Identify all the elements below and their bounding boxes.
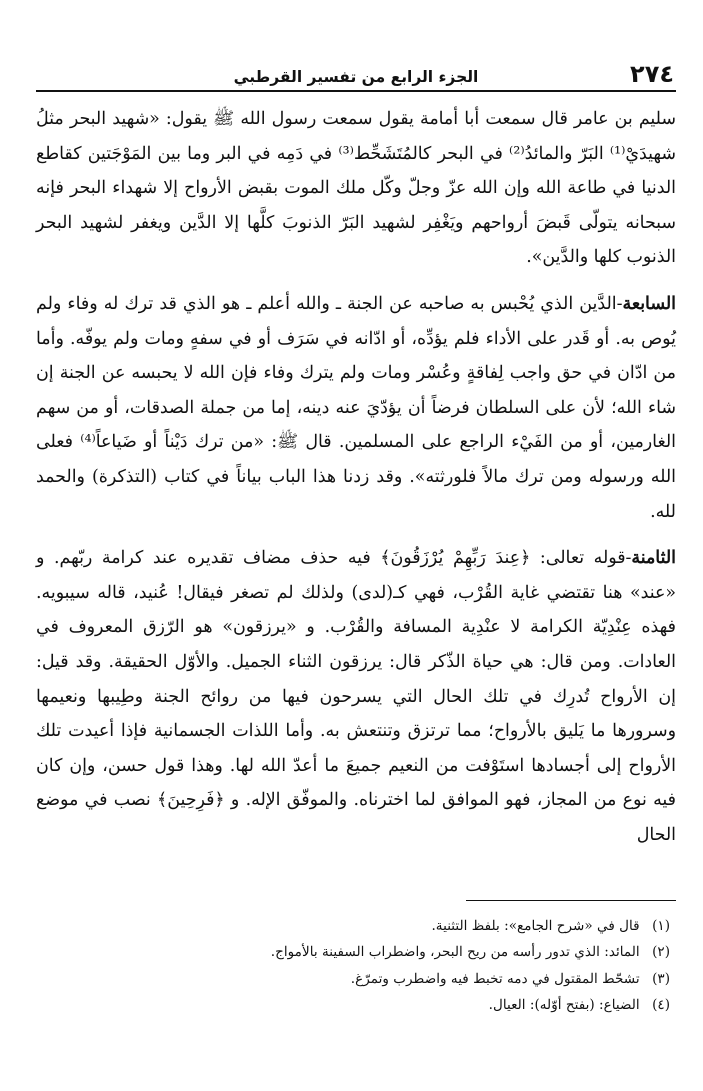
page-header (36, 42, 676, 92)
footnote-number: (٤) (652, 997, 670, 1014)
footnote-number: (٢) (652, 944, 670, 961)
footnote-number: (٣) (652, 970, 670, 987)
paragraph (36, 102, 676, 275)
paragraph-text: -قوله تعالى: ﴿عِندَ رَبِّهِمْ يُرْزَقُونَ﴾ فيه حذف مضاف تقديره عند كرامة ربّهم. و «عند» هنا تقتضي غاية القُرْب، فهي كـ(لدى) ولذلك لم تصغر فيقال! عُنيد، قاله سيبويه. فهذه عِنْدِيّة الكرامة لا عنْدِية المسافة والقُرْب. و «يرزقون» هو الرّزق المعروف في العادات. ومن قال: هي حياة الذّكر قال: يرزقون الثناء الجميل. والأوّل الحقيقة. وقد قيل: إن الأرواح تُدرِك في تلك الحال التي يسرحون فيها من روائح الجنة وطِيبها ونعيمها وسرورها ما يَليق بالأرواح؛ مما ترتزق وتنتعش به. وأما اللذات الجسمانية فإذا أعيدت تلك الأرواح إلى أجسادها استَوْفت من النعيم جميعَ ما أعدّ الله لها. وهذا قول حسن، وإن كان فيه نوع من المجاز، فهو الموافق لما اخترناه. والموفّق الإله. و ﴿فَرِحِينَ﴾ نصب في موضع الحال (36, 548, 676, 845)
paragraph-heading: الثامنة (631, 548, 676, 569)
footnote (36, 992, 676, 1018)
footnote (36, 966, 676, 992)
paragraph-text: -الدَّين الذي يُحْبس به صاحبه عن الجنة ـ والله أعلم ـ هو الذي قد ترك له وفاء ولم يُوص به. أو قَدر على الأداء فلم يؤدِّه، أو ادّانه في سَرَف أو في سفهٍ ومات ولم يوفّه. وأما من ادّان في حق واجب لِفاقةٍ وعُسْر ومات ولم يترك وفاء فإن الله لا يحبسه عن الجنة إن شاء الله؛ لأن على السلطان فرضاً أن يؤدّيَ عنه دينه، إما من جملة الصدقات، أو من سهم الغارمين، أو من الفَيْء الراجع على المسلمين. قال ﷺ: «من ترك دَيْناً أو ضَياعاً⁽⁴⁾ فعلى الله ورسوله ومن ترك مالاً فلورثته». وقد زدنا هذا الباب بياناً في كتاب (التذكرة) والحمد لله. (36, 293, 676, 522)
footnote-number: (١) (652, 918, 670, 934)
paragraph (36, 541, 676, 852)
document-page (36, 42, 676, 1062)
paragraph-heading: السابعة (622, 293, 676, 314)
footnote-divider (466, 900, 676, 901)
paragraph (36, 287, 676, 529)
footnotes (36, 900, 676, 1019)
footnote-text: قال في «شرح الجامع»: بلفظ التثنية. (431, 918, 640, 934)
paragraph-text: سليم بن عامر قال سمعت أبا أمامة يقول سمعت رسول الله ﷺ يقول: «شهيد البحر مثلُ شهيدَيْ⁽¹⁾ البَرّ والمائدُ⁽²⁾ في البحر كالمُتَشَحِّط⁽³⁾ في دَمِه في البر وما بين المَوْجَتين كقاطع الدنيا في طاعة الله وإن الله عزّ وجلّ وكّل ملك الموت بقبض الأرواح إلا شهداء البحر فإنه سبحانه يتولّى قَبضَ أرواحهم ويَغْفِر لشهيد البَرّ الذنوبَ كلَّها إلا الدَّين ويغفر لشهيد البحر الذنوب كلها والدَّين». (36, 109, 677, 268)
footnote-text: تشحّط المقتول في دمه تخبط فيه واضطرب وتمرّغ. (350, 970, 640, 987)
footnote (36, 913, 676, 939)
footnote-text: المائد: الذي تدور رأسه من ريح البحر، واضطراب السفينة بالأمواج. (270, 944, 640, 961)
running-title: الجزء الرابع من تفسير القرطبي (233, 68, 479, 86)
footnote-text: الضياع: (بفتح أوّله): العيال. (488, 997, 640, 1014)
footnote (36, 939, 676, 965)
main-text (36, 102, 676, 852)
page-number: ٢٧٤ (630, 60, 674, 88)
